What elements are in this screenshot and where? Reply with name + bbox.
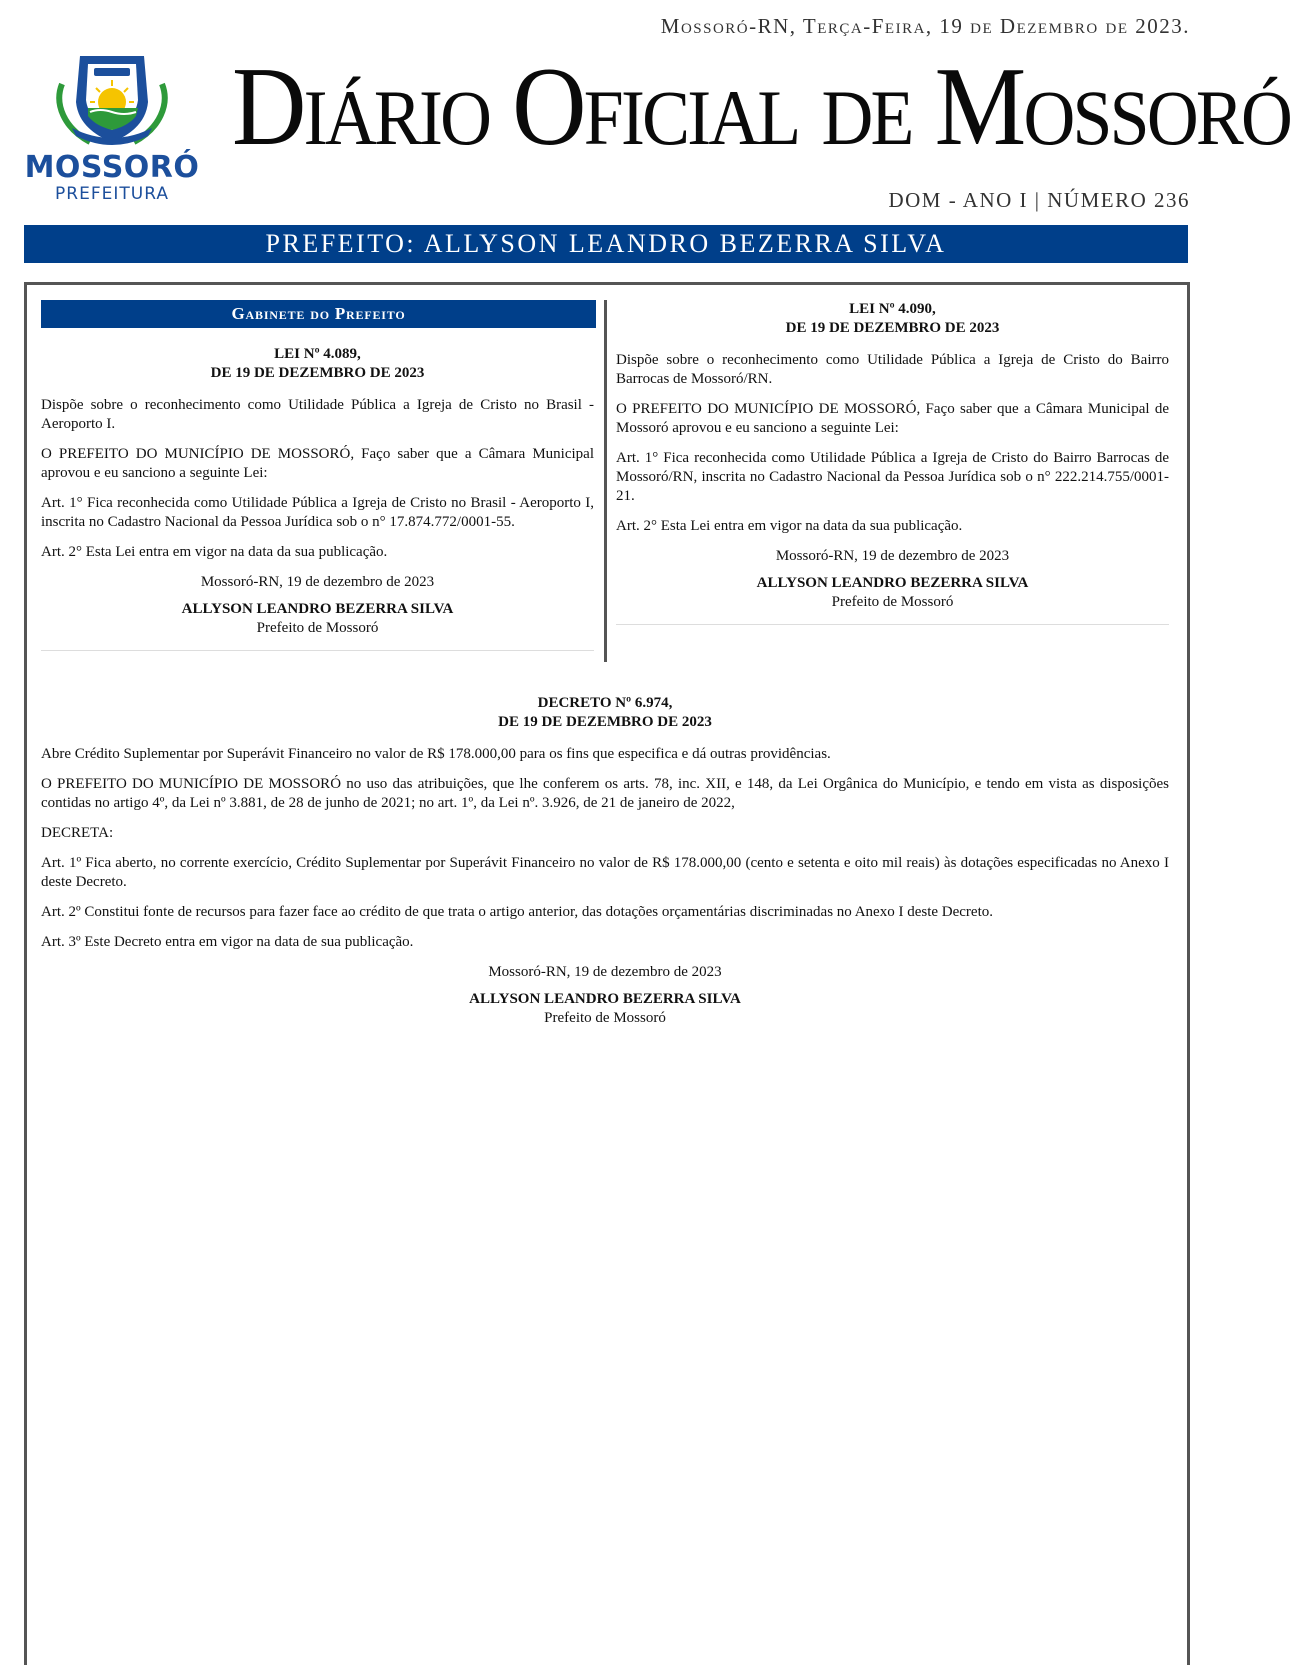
logo-subtitle: PREFEITURA — [55, 184, 169, 204]
lei-4090-divider — [616, 624, 1169, 625]
decreto-6974-decreta: DECRETA: — [41, 825, 114, 841]
lei-4089-title — [41, 345, 594, 383]
lei-4089-signer-role: Prefeito de Mossoró — [256, 620, 379, 636]
decreto-6974-ementa: Abre Crédito Suplementar por Superávit Financeiro no valor de R$ 178.000,00 para os fins que especifica e dá outras providências. — [41, 746, 831, 762]
lei-4090-title — [616, 300, 1169, 338]
decreto-6974-signer-role: Prefeito de Mossoró — [544, 1010, 666, 1026]
lei-4090 — [616, 300, 1169, 625]
masthead-title: Diário Oficial de Mossoró — [232, 45, 1290, 169]
lei-4090-signer-role: Prefeito de Mossoró — [831, 594, 954, 610]
lei-4090-number: LEI Nº 4.090, — [849, 301, 936, 317]
lei-4090-art1: Art. 1° Fica reconhecida como Utilidade Pública a Igreja de Cristo do Bairro Barrocas de Mossoró/RN, inscrita no Cadastro Nacional da Pessoa Jurídica sob o n° 222.214.755/0001-21. — [616, 450, 1169, 504]
lei-4089-art1: Art. 1° Fica reconhecida como Utilidade Pública a Igreja de Cristo no Brasil - Aeroporto I, inscrita no Cadastro Nacional da Pessoa Jurídica sob o n° 17.874.772/0001-55. — [41, 495, 594, 530]
publication-date: Mossoró-RN, Terça-Feira, 19 de Dezembro de 2023. — [660, 14, 1190, 38]
lei-4090-ementa: Dispõe sobre o reconhecimento como Utilidade Pública a Igreja de Cristo do Bairro Barrocas de Mossoró/RN. — [616, 352, 1169, 387]
edition-number: DOM - ANO I | NÚMERO 236 — [888, 188, 1190, 212]
lei-4089-ementa: Dispõe sobre o reconhecimento como Utilidade Pública a Igreja de Cristo no Brasil - Aeroporto I. — [41, 397, 594, 432]
decreto-6974-signer: ALLYSON LEANDRO BEZERRA SILVA — [469, 991, 741, 1007]
lei-4090-art2: Art. 2° Esta Lei entra em vigor na data da sua publicação. — [616, 518, 963, 534]
decreto-6974-art3: Art. 3º Este Decreto entra em vigor na data de sua publicação. — [41, 934, 414, 950]
prefeitura-logo — [22, 44, 202, 204]
mayor-banner: PREFEITO: ALLYSON LEANDRO BEZERRA SILVA — [24, 225, 1188, 263]
decreto-6974-number: DECRETO Nº 6.974, — [537, 695, 673, 711]
lei-4089-signer: ALLYSON LEANDRO BEZERRA SILVA — [181, 601, 454, 617]
municipal-coat-of-arms-icon — [50, 44, 174, 148]
decreto-6974-place-date: Mossoró-RN, 19 de dezembro de 2023 — [488, 964, 722, 980]
logo-wordmark: MOSSORÓ — [24, 150, 200, 185]
lei-4089-preamble: O PREFEITO DO MUNICÍPIO DE MOSSORÓ, Faço saber que a Câmara Municipal aprovou e eu sanciono a seguinte Lei: — [41, 446, 594, 481]
lei-4089-date: DE 19 DE DEZEMBRO DE 2023 — [210, 365, 425, 381]
decreto-6974-art1: Art. 1º Fica aberto, no corrente exercício, Crédito Suplementar por Superávit Financeiro no valor de R$ 178.000,00 (cento e setenta e oito mil reais) às dotações especificadas no Anexo I deste Decreto. — [41, 855, 1169, 890]
lei-4089 — [41, 345, 594, 651]
lei-4090-signer: ALLYSON LEANDRO BEZERRA SILVA — [756, 575, 1029, 591]
decreto-6974-date: DE 19 DE DEZEMBRO DE 2023 — [498, 714, 712, 730]
lei-4089-number: LEI Nº 4.089, — [274, 346, 361, 362]
decreto-6974-title — [41, 694, 1169, 732]
decreto-6974-preamble: O PREFEITO DO MUNICÍPIO DE MOSSORÓ no uso das atribuições, que lhe conferem os arts. 78, inc. XII, e 148, da Lei Orgânica do Município, e tendo em vista as disposições contidas no artigo 4º, da Lei nº 3.881, de 28 de junho de 2021; no art. 1º, da Lei nº. 3.926, de 21 de janeiro de 2022, — [41, 776, 1169, 811]
decreto-6974 — [41, 694, 1169, 1028]
lei-4089-divider — [41, 650, 594, 651]
lei-4090-date: DE 19 DE DEZEMBRO DE 2023 — [785, 320, 1000, 336]
column-divider — [604, 300, 607, 662]
lei-4089-place-date: Mossoró-RN, 19 de dezembro de 2023 — [200, 574, 435, 590]
decreto-6974-art2: Art. 2º Constitui fonte de recursos para fazer face ao crédito de que trata o artigo anterior, das dotações orçamentárias discriminadas no Anexo I deste Decreto. — [41, 904, 994, 920]
lei-4090-place-date: Mossoró-RN, 19 de dezembro de 2023 — [775, 548, 1010, 564]
lei-4090-preamble: O PREFEITO DO MUNICÍPIO DE MOSSORÓ, Faço saber que a Câmara Municipal de Mossoró aprovou e eu sanciono a seguinte Lei: — [616, 401, 1169, 436]
lei-4089-art2: Art. 2° Esta Lei entra em vigor na data da sua publicação. — [41, 544, 388, 560]
section-heading: Gabinete do Prefeito — [41, 300, 596, 328]
